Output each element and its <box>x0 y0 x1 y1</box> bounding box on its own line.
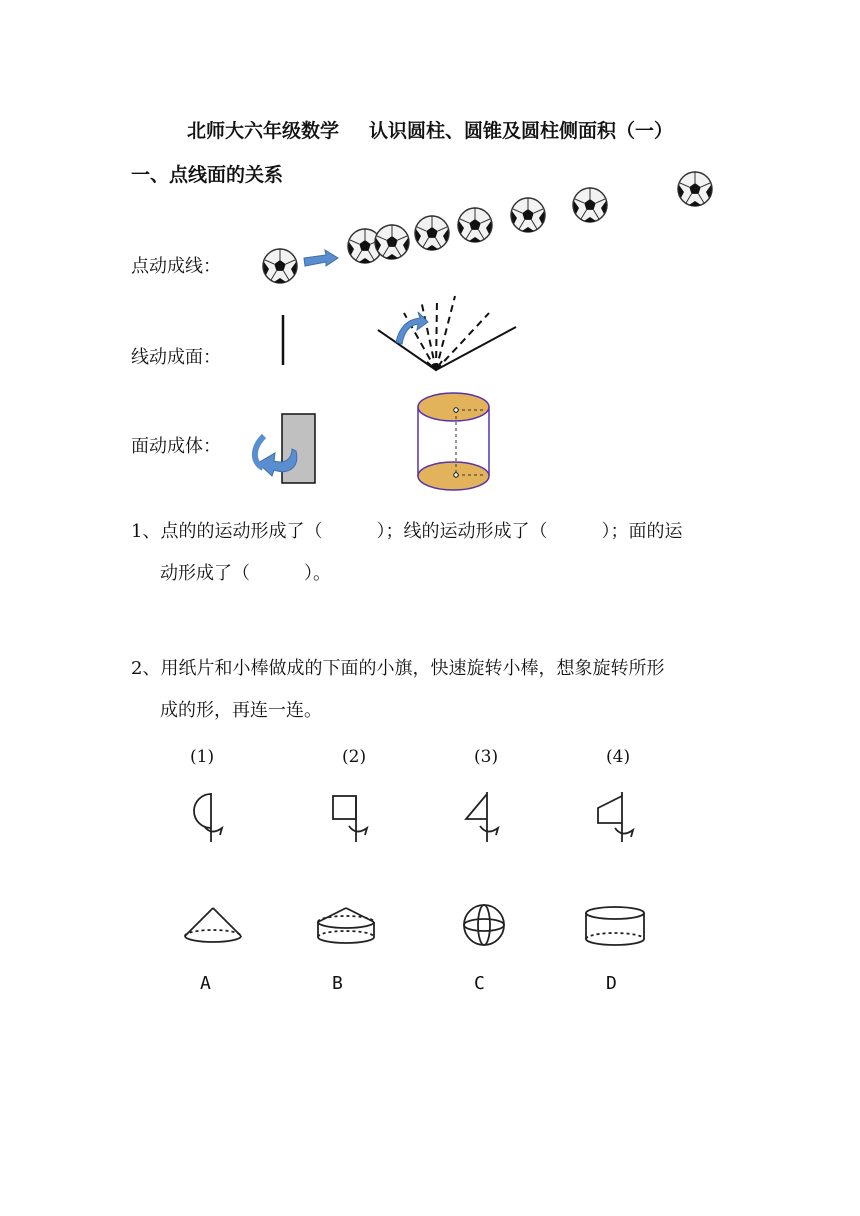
line-to-plane-label: 线动成面： <box>131 347 221 368</box>
solid-d-cylinder <box>586 907 644 945</box>
title-topic: 认识圆柱、圆锥及圆柱侧面积（一） <box>369 120 674 142</box>
solid-letter-d: D <box>606 973 617 994</box>
plane-to-solid-label: 面动成体： <box>131 436 221 457</box>
flag-number-1: (1) <box>190 747 215 767</box>
title-subject: 北师大六年级数学 <box>186 120 339 142</box>
flag-1-semicircle <box>194 793 222 842</box>
flag-number-4: (4) <box>606 747 631 767</box>
flag-2-square <box>333 796 367 842</box>
solid-b-cone-cylinder <box>318 908 374 943</box>
solid-a-cone <box>185 908 241 942</box>
question-2-line-1: 2、用纸片和小棒做成的下面的小旗，快速旋转小棒，想象旋转所形 <box>131 658 665 679</box>
solid-c-sphere <box>464 905 504 945</box>
solid-letter-c: C <box>474 973 485 994</box>
point-to-line-label: 点动成线： <box>131 256 221 277</box>
flag-number-3: (3) <box>474 747 499 767</box>
flag-4-trapezoid <box>598 792 633 842</box>
flag-number-2: (2) <box>342 747 367 767</box>
question-2-line-2: 成的形，再连一连。 <box>160 700 322 721</box>
question-1-line-1: 1、点的的运动形成了（ ）；线的运动形成了（ ）；面的运 <box>131 521 683 542</box>
solid-letter-a: A <box>200 973 211 994</box>
section-heading: 一、点线面的关系 <box>131 164 284 186</box>
flag-3-triangle <box>466 792 498 842</box>
question-1-line-2: 动形成了（ ）。 <box>160 563 331 584</box>
solid-letter-b: B <box>332 973 343 994</box>
